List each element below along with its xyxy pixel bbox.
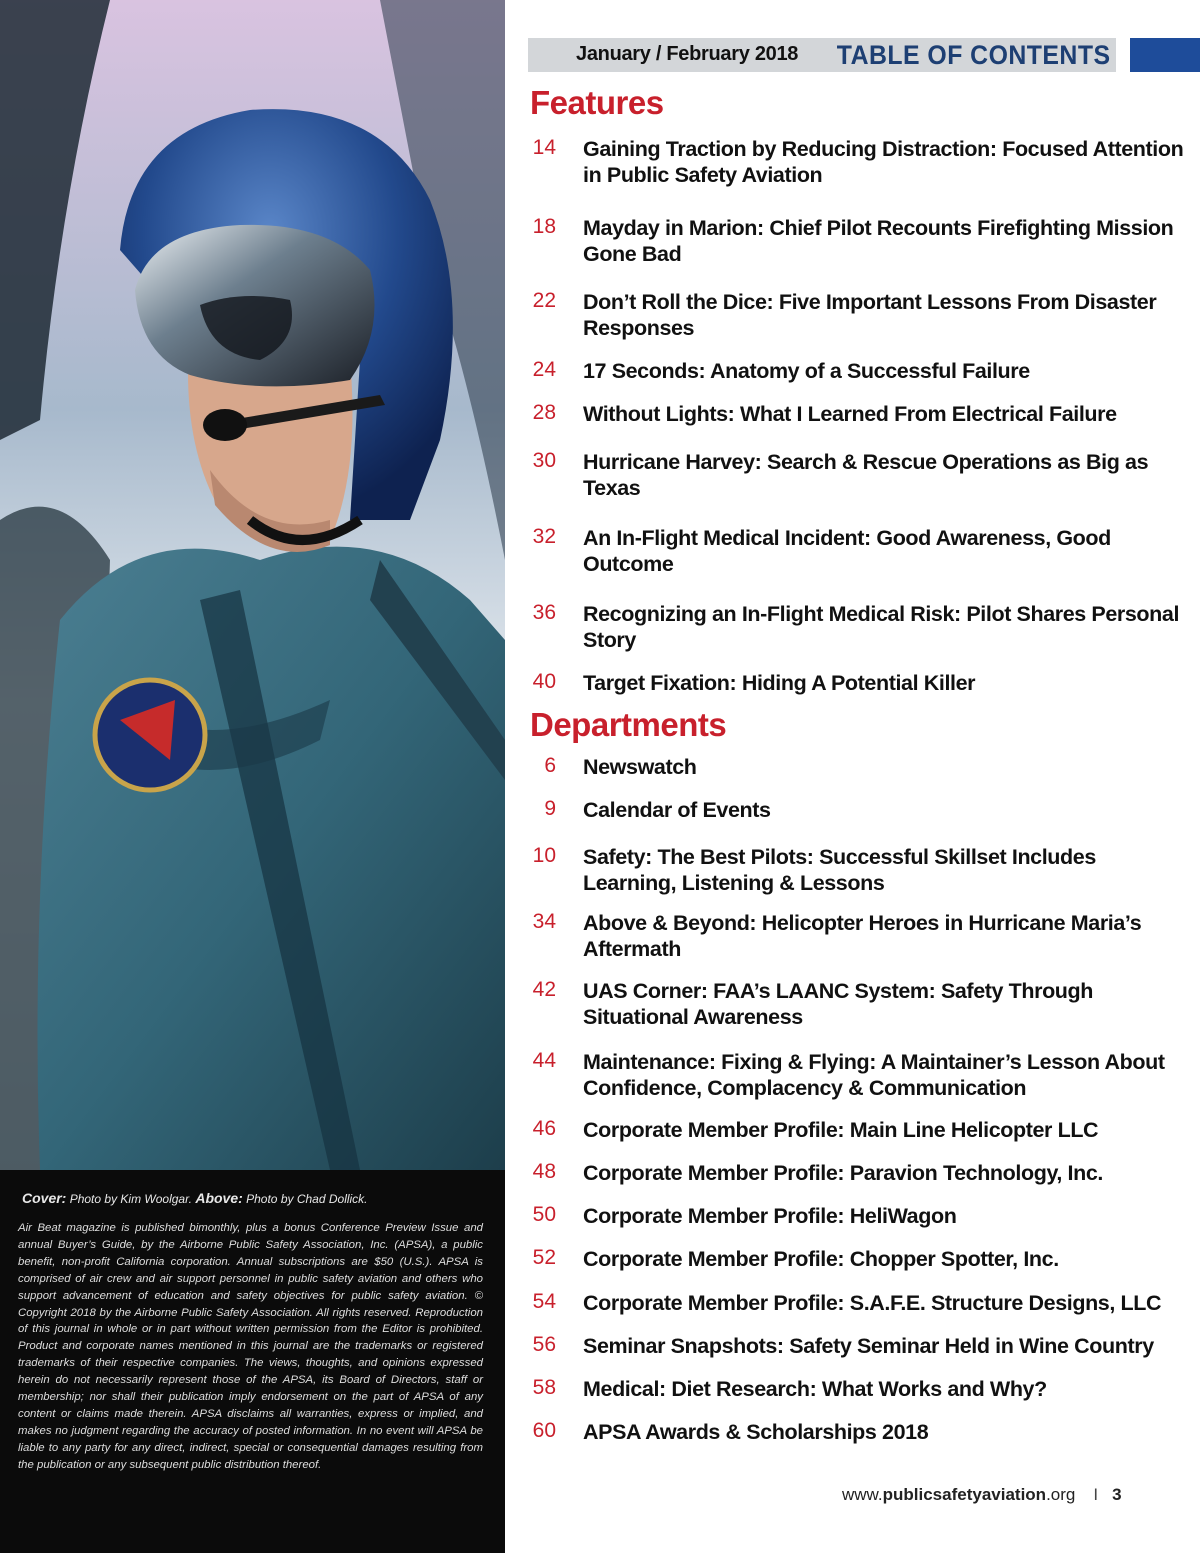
page-number: 9: [544, 797, 556, 820]
entry-title: Target Fixation: Hiding A Potential Killer: [583, 671, 976, 695]
page-number: 28: [532, 401, 556, 424]
header-accent-tab: [1130, 38, 1200, 72]
page-number: 36: [532, 601, 556, 624]
page-number: 54: [532, 1290, 556, 1313]
entry-title: Newswatch: [583, 755, 697, 779]
features-heading: Features: [530, 84, 664, 121]
url-prefix: www.: [842, 1485, 883, 1504]
page-number: 6: [544, 754, 556, 777]
page-number: 40: [532, 670, 556, 693]
page-footer: [842, 1485, 1122, 1505]
page-title: TABLE OF CONTENTS: [836, 40, 1110, 70]
page-number: 58: [532, 1376, 556, 1399]
above-credit-label: Above:: [195, 1190, 243, 1206]
departments-heading: Departments: [530, 706, 727, 743]
page-number: 14: [532, 136, 556, 159]
entry-title: An In-Flight Medical Incident: Good Awareness, Good Outcome: [583, 526, 1111, 576]
issue-date: January / February 2018: [576, 43, 799, 65]
entry-title: Calendar of Events: [583, 798, 771, 822]
entry-title: APSA Awards & Scholarships 2018: [583, 1420, 929, 1444]
footer-url[interactable]: [842, 1485, 1075, 1504]
footer-separator: I: [1093, 1485, 1099, 1504]
above-credit-text: Photo by Chad Dollick.: [246, 1192, 368, 1206]
page-number: 10: [532, 844, 556, 867]
entry-title: Without Lights: What I Learned From Electrical Failure: [583, 402, 1117, 426]
page-number: 32: [532, 525, 556, 548]
page-number: 18: [532, 215, 556, 238]
pilot-illustration: [0, 0, 505, 1170]
caption-box: [0, 1170, 505, 1553]
url-domain: publicsafetyaviation: [882, 1485, 1047, 1504]
page-number: 42: [532, 978, 556, 1001]
page-number: 24: [532, 358, 556, 381]
entry-title: Recognizing an In-Flight Medical Risk: Pilot Shares Personal Story: [583, 602, 1180, 652]
entry-title: UAS Corner: FAA’s LAANC System: Safety Through Situational Awareness: [583, 979, 1094, 1029]
entry-title: Safety: The Best Pilots: Successful Skillset Includes Learning, Listening & Lessons: [583, 845, 1096, 895]
entry-title: Maintenance: Fixing & Flying: A Maintainer’s Lesson About Confidence, Complacency & Communication: [583, 1050, 1165, 1100]
publication-disclaimer: Air Beat magazine is published bimonthly, plus a bonus Conference Preview Issue and annual Buyer’s Guide, by the Airborne Public Safety Association, Inc. (APSA), a public benefit, non-profit California corporation. Annual subscriptions are $50 (U.S.). APSA is comprised of air crew and air support personnel in public safety aviation and others who support advancement of education and safety objectives for public safety aviation. © Copyright 2018 by the Airborne Public Safety Association. All rights reserved. Reproduction of this journal in whole or in part without written permission from the Editor is prohibited. Product and corporate names mentioned in this journal are the trademarks or registered trademarks of their respective companies. The views, thoughts, and opinions expressed herein do not necessarily represent those of the APSA, its Board of Directors, staff or membership; nor shall their publication imply endorsement on the part of APSA of any content or claims made therein. APSA disclaims all warranties, express or implied, and makes no judgment regarding the accuracy of posted information. In no event will APSA be liable to any party for any direct, indirect, special or consequential damages resulting from the publication or any subsequent public distribution thereof.: [18, 1222, 483, 1471]
page-number: 60: [532, 1419, 556, 1442]
entry-title: Gaining Traction by Reducing Distraction: Focused Attention in Public Safety Aviation: [583, 137, 1184, 187]
page-number-footer: 3: [1112, 1485, 1122, 1504]
page-number: 30: [532, 449, 556, 472]
entry-title: Seminar Snapshots: Safety Seminar Held in Wine Country: [583, 1334, 1154, 1358]
entry-title: Above & Beyond: Helicopter Heroes in Hurricane Maria’s Aftermath: [583, 911, 1142, 961]
entry-title: 17 Seconds: Anatomy of a Successful Failure: [583, 359, 1030, 383]
entry-title: Mayday in Marion: Chief Pilot Recounts Firefighting Mission Gone Bad: [583, 216, 1174, 266]
entry-title: Corporate Member Profile: HeliWagon: [583, 1204, 957, 1228]
photo-credits: [22, 1190, 368, 1206]
entry-title: Corporate Member Profile: Chopper Spotter, Inc.: [583, 1247, 1059, 1271]
entry-title: Corporate Member Profile: S.A.F.E. Structure Designs, LLC: [583, 1291, 1162, 1315]
page-number: 46: [532, 1117, 556, 1140]
header-bar: [528, 38, 1116, 72]
entry-title: Corporate Member Profile: Main Line Helicopter LLC: [583, 1118, 1099, 1142]
entry-title: Hurricane Harvey: Search & Rescue Operations as Big as Texas: [583, 450, 1149, 500]
cover-credit-label: Cover:: [22, 1190, 67, 1206]
entry-title: Don’t Roll the Dice: Five Important Lessons From Disaster Responses: [583, 290, 1157, 340]
cover-credit-text: Photo by Kim Woolgar.: [69, 1192, 192, 1206]
page-number: 34: [532, 910, 556, 933]
page-number: 48: [532, 1160, 556, 1183]
page-number: 50: [532, 1203, 556, 1226]
page-number: 56: [532, 1333, 556, 1356]
cover-photo: [0, 0, 505, 1553]
page-number: 22: [532, 289, 556, 312]
page-number: 44: [532, 1049, 556, 1072]
url-suffix: .org: [1046, 1485, 1076, 1504]
page-number: 52: [532, 1246, 556, 1269]
entry-title: Medical: Diet Research: What Works and Why?: [583, 1377, 1047, 1401]
entry-title: Corporate Member Profile: Paravion Technology, Inc.: [583, 1161, 1103, 1185]
